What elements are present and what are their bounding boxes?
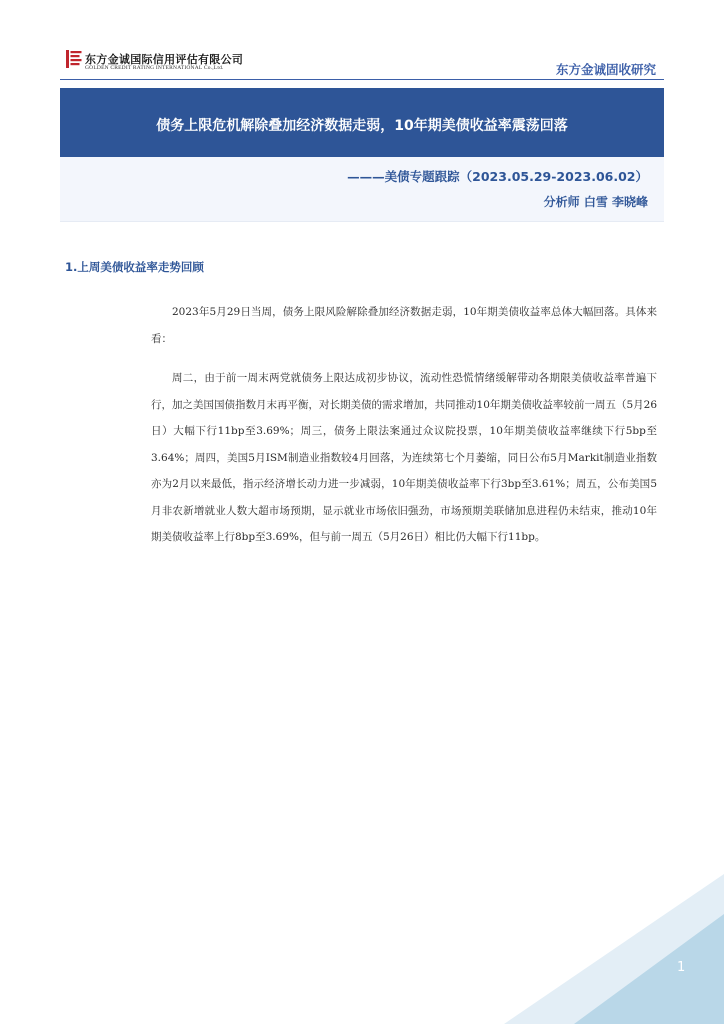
header-divider [60, 79, 664, 80]
paragraph-intro: 2023年5月29日当周，债务上限风险解除叠加经济数据走弱，10年期美债收益率总体大幅回落。具体来看： [151, 306, 657, 345]
report-subtitle: ———美债专题跟踪（2023.05.29-2023.06.02） [347, 169, 648, 184]
paragraph-detail: 周二，由于前一周末两党就债务上限达成初步协议，流动性恐慌情绪缓解带动各期限美债收益率普遍下行，加之美国国债指数月末再平衡，对长期美债的需求增加，共同推动10年期美债收益率较前一周五（5月26日）大幅下行11bp至3.69%；周三，债务上限法案通过众议院投票，10年期美债收益率继续下行5bp至3.64%；周四，美国5月ISM制造业指数较4月回落，为连续第七个月萎缩，同日公布5月Markit制造业指数亦为2月以来最低，指示经济增长动力进一步减弱，10年期美债收益率下行3bp至3.61%；周五，公布美国5月非农新增就业人数大超市场预期，显示就业市场依旧强劲，市场预期美联储加息进程仍未结束，推动10年期美债收益率上行8bp至3.69%，但与前一周五（5月26日）相比仍大幅下行11bp。 [151, 372, 657, 543]
company-name-en: GOLDEN CREDIT RATING INTERNATIONAL Co.,Ltd. [85, 65, 224, 71]
research-label: 东方金诚固收研究 [555, 62, 656, 77]
company-name-cn: 东方金诚国际信用评估有限公司 [85, 53, 244, 66]
subtitle-panel [60, 157, 664, 222]
corner-decoration [504, 874, 724, 1024]
report-title: 债务上限危机解除叠加经济数据走弱，10年期美债收益率震荡回落 [156, 118, 568, 134]
company-logo [66, 50, 82, 68]
title-banner [60, 88, 664, 157]
section-heading: 1.上周美债收益率走势回顾 [65, 260, 204, 274]
analysts-line: 分析师 白雪 李晓峰 [543, 195, 648, 209]
page-number: 1 [677, 960, 686, 975]
page-header [0, 0, 724, 86]
